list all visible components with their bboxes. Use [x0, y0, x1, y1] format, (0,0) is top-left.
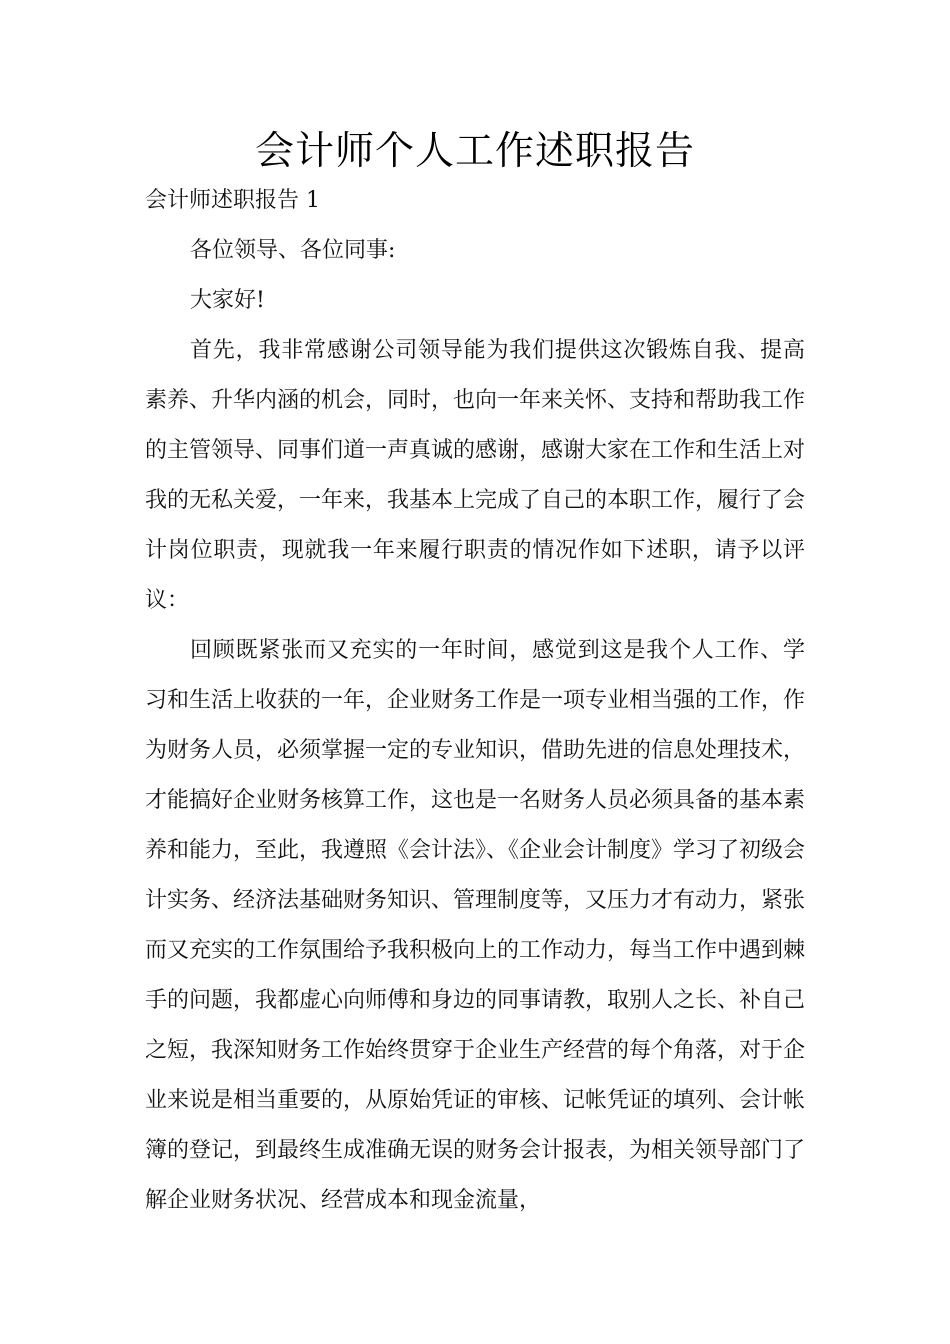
paragraph-intro: 首先，我非常感谢公司领导能为我们提供这次锻炼自我、提高素养、升华内涵的机会，同时，也向一年来关怀、支持和帮助我工作的主管领导、同事们道一声真诚的感谢，感谢大家在工作和生活上对我的无私关爱，一年来，我基本上完成了自己的本职工作，履行了会计岗位职责，现就我一年来履行职责的情况作如下述职，请予以评议： — [145, 338, 806, 613]
document-body — [145, 176, 805, 1226]
greeting: 大家好! — [190, 288, 265, 313]
section-heading: 会计师述职报告 1 — [145, 188, 320, 213]
salutation: 各位领导、各位同事: — [190, 238, 396, 263]
document-title: 会计师个人工作述职报告 — [254, 129, 695, 174]
paragraph-review: 回顾既紧张而又充实的一年时间，感觉到这是我个人工作、学习和生活上收获的一年，企业财务工作是一项专业相当强的工作，作为财务人员，必须掌握一定的专业知识，借助先进的信息处理技术，才能搞好企业财务核算工作，这也是一名财务人员必须具备的基本素养和能力，至此，我遵照《会计法》、《企业会计制度》学习了初级会计实务、经济法基础财务知识、管理制度等，又压力才有动力，紧张而又充实的工作氛围给予我积极向上的工作动力，每当工作中遇到棘手的问题，我都虚心向师傅和身边的同事请教，取别人之长、补自己之短，我深知财务工作始终贯穿于企业生产经营的每个角落，对于企业来说是相当重要的，从原始凭证的审核、记帐凭证的填列、会计帐簿的登记，到最终生成准确无误的财务会计报表，为相关领导部门了解企业财务状况、经营成本和现金流量， — [145, 638, 806, 1213]
